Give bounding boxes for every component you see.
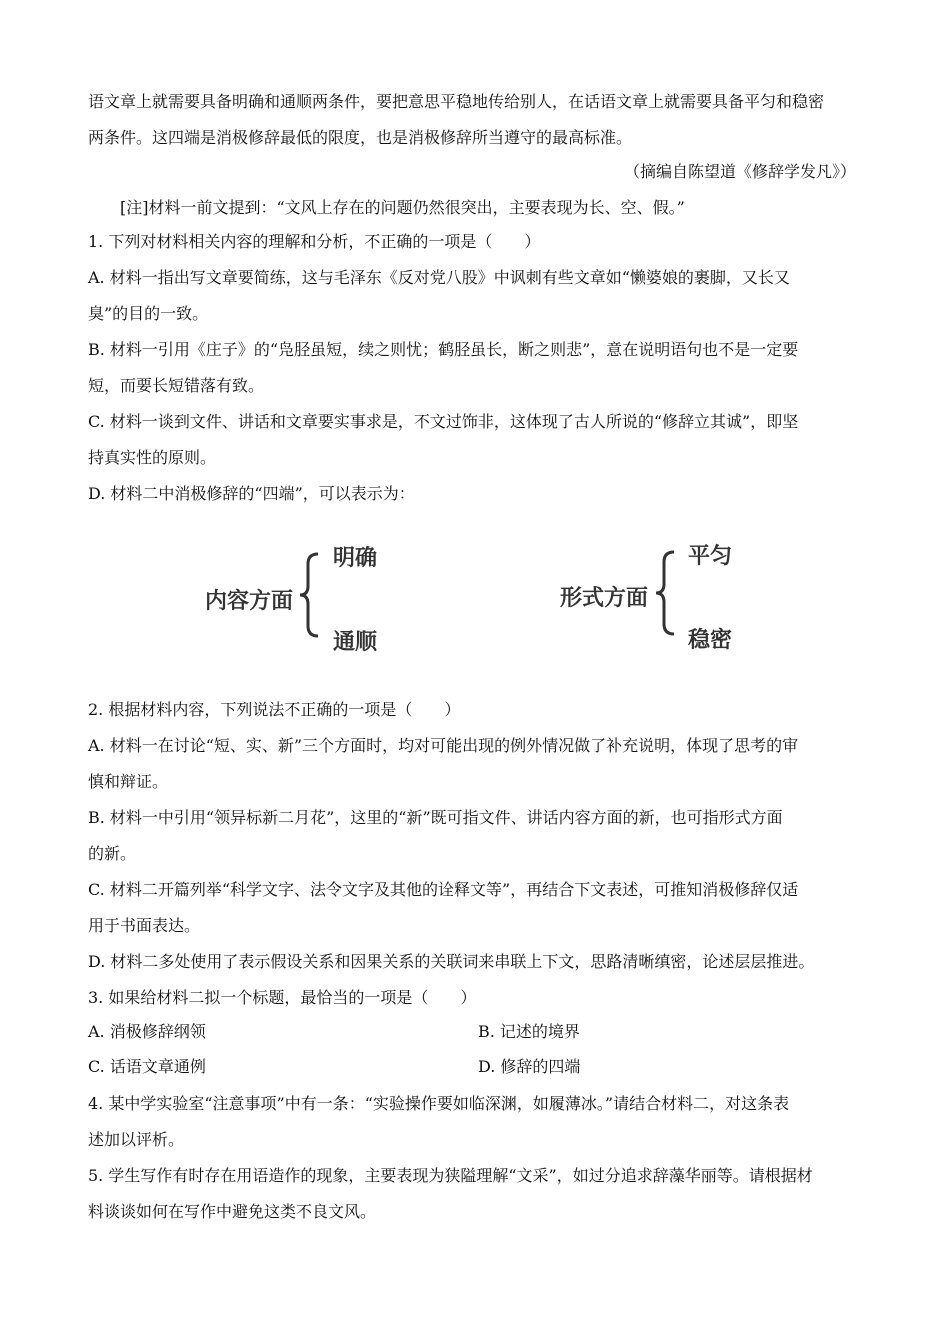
diagram-item-pingyun: 平匀 bbox=[688, 544, 733, 569]
q3-option-d: D. 修辞的四端 bbox=[478, 1057, 581, 1076]
q2-option-b-cont: 的新。 bbox=[88, 844, 137, 863]
q1-option-b-cont: 短，而要长短错落有致。 bbox=[88, 376, 265, 395]
q1-option-a: A. 材料一指出写文章要简练，这与毛泽东《反对党八股》中讽刺有些文章如“懒婆娘的裹脚，又长又 bbox=[88, 268, 790, 287]
q3-option-c: C. 话语文章通例 bbox=[88, 1057, 206, 1076]
q2-option-c-cont: 用于书面表达。 bbox=[88, 916, 201, 935]
passage-line: 两条件。这四端是消极修辞最低的限度，也是消极修辞所当遵守的最高标准。 bbox=[88, 128, 633, 147]
right-brace bbox=[652, 548, 682, 638]
q1-option-a-cont: 臭”的目的一致。 bbox=[88, 304, 209, 323]
q2-option-a-cont: 慎和辩证。 bbox=[88, 772, 169, 791]
question-4-cont: 述加以评析。 bbox=[88, 1130, 185, 1149]
q1-option-c-cont: 持真实性的原则。 bbox=[88, 448, 217, 467]
q1-option-d: D. 材料二中消极修辞的“四端”，可以表示为： bbox=[88, 484, 415, 503]
diagram-label-form: 形式方面 bbox=[560, 586, 649, 611]
q1-option-b: B. 材料一引用《庄子》的“凫胫虽短，续之则忧；鹤胫虽长，断之则悲”，意在说明语句也不是一定要 bbox=[88, 340, 799, 359]
source-citation: （摘编自陈望道《修辞学发凡》） bbox=[623, 162, 856, 181]
q3-option-a: A. 消极修辞纲领 bbox=[88, 1022, 206, 1041]
diagram-label-content: 内容方面 bbox=[205, 589, 294, 614]
question-4: 4. 某中学实验室“注意事项”中有一条：“实验操作要如临深渊，如履薄冰。”请结合材料二，对这条表 bbox=[88, 1094, 790, 1113]
diagram-item-tongshun: 通顺 bbox=[333, 630, 378, 655]
diagram-item-wenmi: 稳密 bbox=[688, 628, 733, 653]
question-2-stem: 2. 根据材料内容，下列说法不正确的一项是（ ） bbox=[88, 700, 461, 719]
q1-option-c: C. 材料一谈到文件、讲话和文章要实事求是，不文过饰非，这体现了古人所说的“修辞立其诚”，即坚 bbox=[88, 412, 799, 431]
q3-option-b: B. 记述的境界 bbox=[478, 1022, 580, 1041]
q2-option-d: D. 材料二多处使用了表示假设关系和因果关系的关联词来串联上下文，思路清晰缜密，论述层层推进。 bbox=[88, 952, 815, 971]
question-5: 5. 学生写作有时存在用语造作的现象，主要表现为狭隘理解“文采”，如过分追求辞藻华丽等。请根据材 bbox=[88, 1166, 813, 1185]
question-5-cont: 料谈谈如何在写作中避免这类不良文风。 bbox=[88, 1202, 377, 1221]
passage-line: 语文章上就需要具备明确和通顺两条件，要把意思平稳地传给别人，在话语文章上就需要具备平匀和稳密 bbox=[88, 92, 825, 111]
left-brace bbox=[296, 550, 326, 640]
q2-option-c: C. 材料二开篇列举“科学文字、法令文字及其他的诠释文等”，再结合下文表述，可推知消极修辞仅适 bbox=[88, 880, 799, 899]
question-1-stem: 1. 下列对材料相关内容的理解和分析，不正确的一项是（ ） bbox=[88, 232, 541, 251]
diagram-item-mingque: 明确 bbox=[333, 546, 378, 571]
question-3-stem: 3. 如果给材料二拟一个标题，最恰当的一项是（ ） bbox=[88, 988, 477, 1007]
note: [注]材料一前文提到：“文风上存在的问题仍然很突出，主要表现为长、空、假。” bbox=[120, 198, 685, 217]
q2-option-a: A. 材料一在讨论“短、实、新”三个方面时，均对可能出现的例外情况做了补充说明，体现了思考的审 bbox=[88, 736, 799, 755]
q2-option-b: B. 材料一中引用“领异标新二月花”，这里的“新”既可指文件、讲话内容方面的新，也可指形式方面 bbox=[88, 808, 783, 827]
